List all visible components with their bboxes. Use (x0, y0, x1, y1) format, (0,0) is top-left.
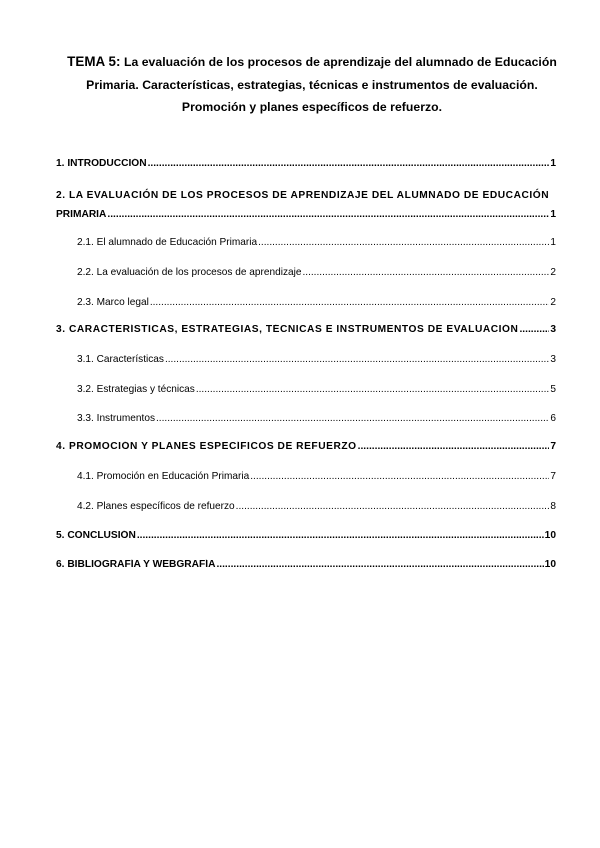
toc-entry-alumnado[interactable] (77, 237, 556, 248)
toc-page-number: 1 (550, 237, 556, 248)
toc-entry-evaluacion[interactable] (56, 186, 556, 224)
toc-entry-introduccion[interactable] (56, 158, 556, 169)
toc-page-number: 8 (550, 501, 556, 512)
toc-entry-planes-refuerzo[interactable] (77, 501, 556, 512)
toc-label: 3.3. Instrumentos (77, 413, 155, 424)
toc-label: 2.1. El alumnado de Educación Primaria (77, 237, 258, 248)
toc-page-number: 2 (550, 267, 556, 278)
toc-page-number: 10 (544, 559, 556, 570)
toc-label: 2.2. La evaluación de los procesos de aprendizaje (77, 267, 302, 278)
toc-entry-instrumentos[interactable] (77, 413, 556, 424)
toc-label: 1. INTRODUCCIÓN (56, 158, 147, 169)
toc-entry-promocion-primaria[interactable] (77, 471, 556, 482)
toc-label: 5. CONCLUSIÓN (56, 530, 136, 541)
toc-entry-caracteristicas[interactable] (56, 324, 556, 335)
toc-label-line-1: 2. LA EVALUACIÓN DE LOS PROCESOS DE APRENDIZAJE DEL ALUMNADO DE EDUCACIÓN (56, 190, 550, 201)
toc-page-number: 1 (550, 158, 556, 169)
toc-page-number: 1 (550, 209, 556, 220)
toc-label: 3. CARACTERÍSTICAS, ESTRATEGIAS, TÉCNICAS E INSTRUMENTOS DE EVALUACIÓN (56, 324, 519, 335)
toc-page-number: 10 (544, 530, 556, 541)
toc-label: 3.2. Estrategias y técnicas (77, 384, 195, 395)
toc-leader-dots (519, 324, 549, 335)
toc-leader-dots (165, 354, 549, 365)
toc-leader-dots (196, 384, 550, 395)
toc-label: 2.3. Marco legal (77, 297, 149, 308)
toc-page-number: 5 (550, 384, 556, 395)
title-line-1 (52, 51, 572, 74)
toc-leader-dots (216, 559, 543, 570)
toc-label: 4.1. Promoción en Educación Primaria (77, 471, 250, 482)
toc-entry-caracteristicas-sub[interactable] (77, 354, 556, 365)
toc-leader-dots (250, 471, 549, 482)
title-line-1-text: La evaluación de los procesos de aprendizaje del alumnado de Educación (120, 55, 557, 69)
toc-leader-dots (156, 413, 549, 424)
title-line-3: Promoción y planes específicos de refuerzo. (181, 100, 443, 114)
toc-leader-dots (150, 297, 550, 308)
title-prefix: TEMA 5: (67, 54, 121, 69)
toc-page-number: 3 (550, 324, 556, 335)
toc-page-number: 6 (550, 413, 556, 424)
toc-page-number: 7 (550, 441, 556, 452)
toc-entry-conclusion[interactable] (56, 530, 556, 541)
toc-label: 6. BIBLIOGRAFÍA Y WEBGRAFÍA (56, 559, 216, 570)
toc-label: 4.2. Planes específicos de refuerzo (77, 501, 235, 512)
toc-entry-marco-legal[interactable] (77, 297, 556, 308)
toc-page-number: 2 (550, 297, 556, 308)
toc-leader-dots (358, 441, 550, 452)
toc-page-number: 7 (550, 471, 556, 482)
toc-leader-dots (148, 158, 550, 169)
toc-entry-bibliografia[interactable] (56, 559, 556, 570)
toc-page-number: 3 (550, 354, 556, 365)
toc-leader-dots (302, 267, 549, 278)
toc-leader-dots (258, 237, 549, 248)
title-line-2: Primaria. Características, estrategias, técnicas e instrumentos de evaluación. (86, 77, 538, 92)
toc-leader-dots (107, 205, 549, 224)
toc-entry-promocion[interactable] (56, 441, 556, 452)
toc-label: 3.1. Características (77, 354, 164, 365)
toc-entry-evaluacion-procesos[interactable] (77, 267, 556, 278)
toc-label-line-2: PRIMARIA (56, 209, 107, 220)
toc-entry-estrategias[interactable] (77, 384, 556, 395)
toc-leader-dots (137, 530, 544, 541)
document-title (52, 51, 572, 119)
toc-leader-dots (236, 501, 550, 512)
toc-label: 4. PROMOCIÓN Y PLANES ESPECÍFICOS DE REFUERZO (56, 441, 357, 452)
